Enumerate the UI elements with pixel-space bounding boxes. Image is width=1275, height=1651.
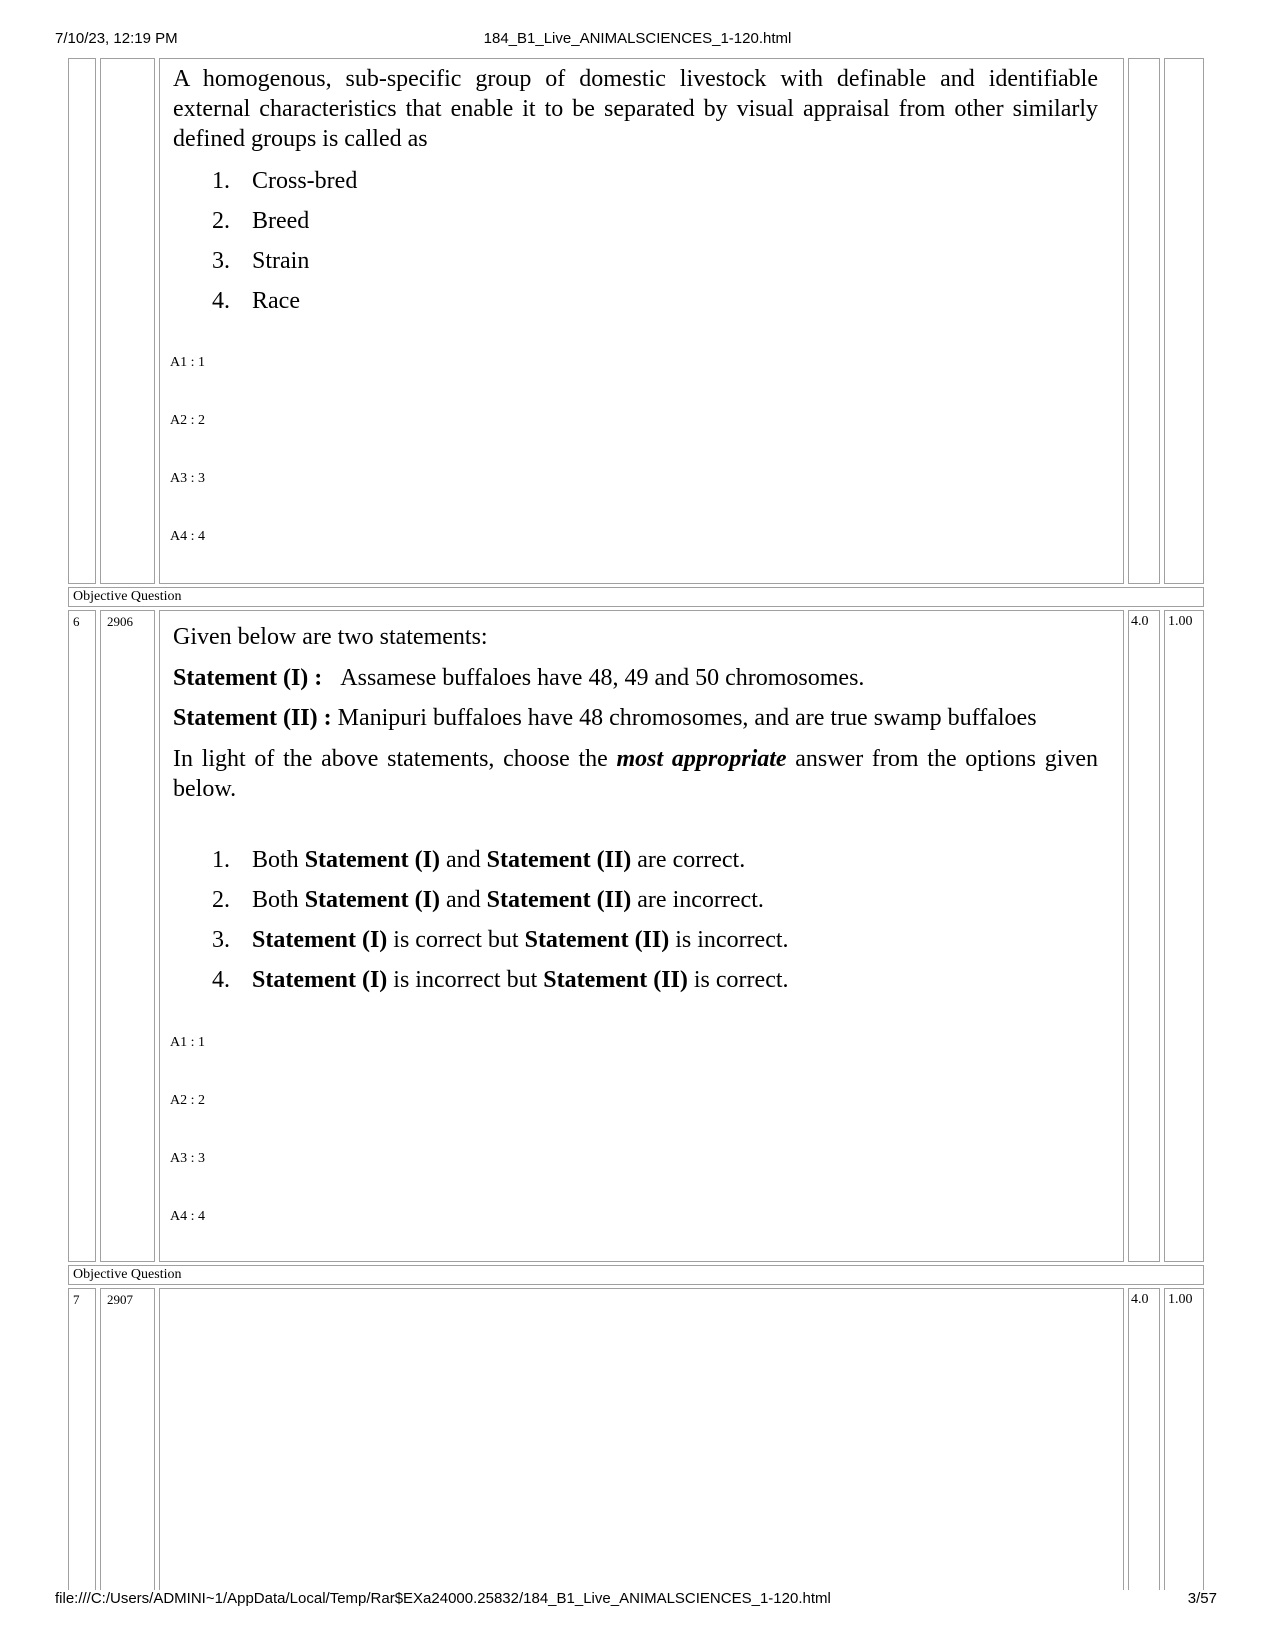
print-datetime: 7/10/23, 12:19 PM: [55, 30, 178, 47]
q7-negative-cell: [1164, 1288, 1204, 1590]
option: 4. Statement (I) is incorrect but Statement (II) is correct.: [212, 967, 789, 993]
q7-sl-no: 7: [73, 1292, 80, 1307]
answer-key: A1 : 1: [170, 355, 205, 370]
answer-key: A3 : 3: [170, 1151, 205, 1166]
answer-key: A4 : 4: [170, 1209, 205, 1224]
q7-type-bar: [68, 1265, 1204, 1285]
answer-key: A3 : 3: [170, 471, 205, 486]
q7-question-cell: [159, 1288, 1124, 1590]
option: 2. Both Statement (I) and Statement (II) are incorrect.: [212, 887, 764, 913]
q5-question-text: A homogenous, sub-specific group of domestic livestock with definable and identifiable external characteristics that enable it to be separated by visual appraisal from other similarly defined groups is called as: [173, 66, 1098, 152]
q6-question-id: 2906: [107, 614, 133, 629]
q7-sl-cell: [68, 1288, 96, 1590]
q5-negative-cell: [1164, 58, 1204, 584]
q7-id-cell: [100, 1288, 155, 1590]
q5-options: [212, 166, 357, 326]
q6-marks-cell: [1128, 610, 1160, 1262]
q7-marks: 4.0: [1131, 1292, 1149, 1307]
print-file-title: 184_B1_Live_ANIMALSCIENCES_1-120.html: [483, 30, 792, 47]
q6-type-bar: [68, 587, 1204, 607]
q6-type-label: Objective Question: [73, 589, 182, 604]
q5-sl-cell: [68, 58, 96, 584]
q6-negative-cell: [1164, 610, 1204, 1262]
q5-marks-cell: [1128, 58, 1160, 584]
page-number: 3/57: [1187, 1590, 1217, 1607]
q6-sl-cell: [68, 610, 96, 1262]
answer-key: A2 : 2: [170, 1093, 205, 1108]
option: 3. Statement (I) is correct but Statement (II) is incorrect.: [212, 927, 789, 953]
option: 3. Strain: [212, 248, 310, 274]
q7-question-id: 2907: [107, 1292, 133, 1307]
q5-id-cell: [100, 58, 155, 584]
option: 2. Breed: [212, 208, 310, 234]
q6-id-cell: [100, 610, 155, 1262]
option: 4. Race: [212, 288, 300, 314]
q6-sl-no: 6: [73, 614, 80, 629]
q6-negative-marks: 1.00: [1168, 614, 1193, 629]
q6-question-text: Given below are two statements: Statement (I) : Assamese buffaloes have 48, 49 and 50 chromosomes. Statement (II) : Manipuri buffaloes have 48 chromosomes, and are true swamp buffaloes In light of the above statements, choose the most appropriate answer from the options given below.: [173, 624, 1099, 802]
q6-options: [212, 845, 789, 1005]
print-file-path: file:///C:/Users/ADMINI~1/AppData/Local/Temp/Rar$EXa24000.25832/184_B1_Live_ANIMALSCIENCES_1-120.html: [55, 1590, 831, 1607]
answer-key: A1 : 1: [170, 1035, 205, 1050]
answer-key: A4 : 4: [170, 529, 205, 544]
option: 1. Both Statement (I) and Statement (II) are correct.: [212, 847, 746, 873]
q7-type-label: Objective Question: [73, 1267, 182, 1282]
q7-marks-cell: [1128, 1288, 1160, 1590]
q7-negative-marks: 1.00: [1168, 1292, 1193, 1307]
option: 1. Cross-bred: [212, 168, 358, 194]
q6-marks: 4.0: [1131, 614, 1149, 629]
answer-key: A2 : 2: [170, 413, 205, 428]
